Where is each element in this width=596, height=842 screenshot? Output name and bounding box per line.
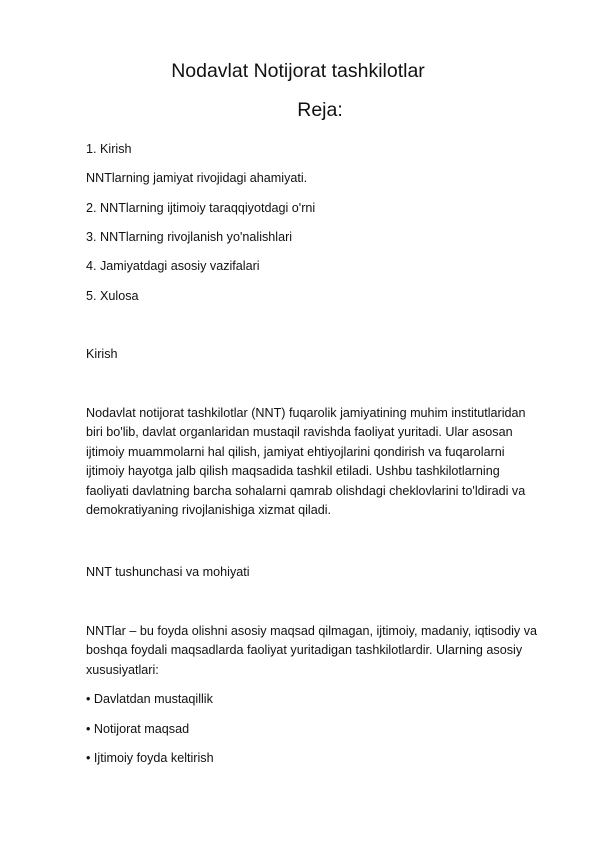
paragraph-line: Nodavlat notijorat tashkilotlar (NNT) fuqarolik jamiyatining muhim institutlaridan	[86, 406, 526, 420]
paragraph-line: demokratiyaning rivojlanishiga xizmat qiladi.	[86, 503, 331, 518]
bullet-item: • Notijorat maqsad	[86, 722, 190, 736]
concept-paragraph	[86, 622, 556, 680]
plan-heading: Reja:	[297, 99, 343, 121]
plan-item-5: 5. Xulosa	[86, 289, 139, 303]
paragraph-line: boshqa foydali maqsadlarda faoliyat yuritadigan tashkilotlardir. Ularning asosiy	[86, 643, 523, 658]
paragraph-line: biri bo'lib, davlat organlaridan mustaqil ravishda faoliyat yuritadi. Ular asosan	[86, 425, 513, 440]
section-heading-intro: Kirish	[86, 347, 118, 361]
plan-item-1-sub: NNTlarning jamiyat rivojidagi ahamiyati.	[86, 171, 308, 185]
section-heading-concept: NNT tushunchasi va mohiyati	[86, 565, 250, 579]
document-title: Nodavlat Notijorat tashkilotlar	[171, 60, 425, 82]
plan-item-1: 1. Kirish	[86, 142, 132, 156]
bullet-item: • Ijtimoiy foyda keltirish	[86, 751, 214, 765]
plan-item-3: 3. NNTlarning rivojlanish yo'nalishlari	[86, 230, 293, 244]
plan-item-4: 4. Jamiyatdagi asosiy vazifalari	[86, 259, 260, 273]
paragraph-line: ijtimoiy hayotga jalb qilish maqsadida tashkil etiladi. Ushbu tashkilotlarning	[86, 464, 500, 479]
bullet-item: • Davlatdan mustaqillik	[86, 692, 213, 706]
paragraph-line: ijtimoiy muammolarni hal qilish, jamiyat ehtiyojlarini qondirish va fuqarolarni	[86, 444, 505, 459]
paragraph-line: NNTlar – bu foyda olishni asosiy maqsad qilmagan, ijtimoiy, madaniy, iqtisodiy va	[86, 624, 538, 638]
plan-item-2: 2. NNTlarning ijtimoiy taraqqiyotdagi o'rni	[86, 201, 316, 215]
paragraph-line: xususiyatlari:	[86, 662, 159, 677]
intro-paragraph	[86, 404, 556, 520]
paragraph-line: faoliyati davlatning barcha sohalarni qamrab olishdagi cheklovlarini to'ldiradi va	[86, 483, 526, 498]
